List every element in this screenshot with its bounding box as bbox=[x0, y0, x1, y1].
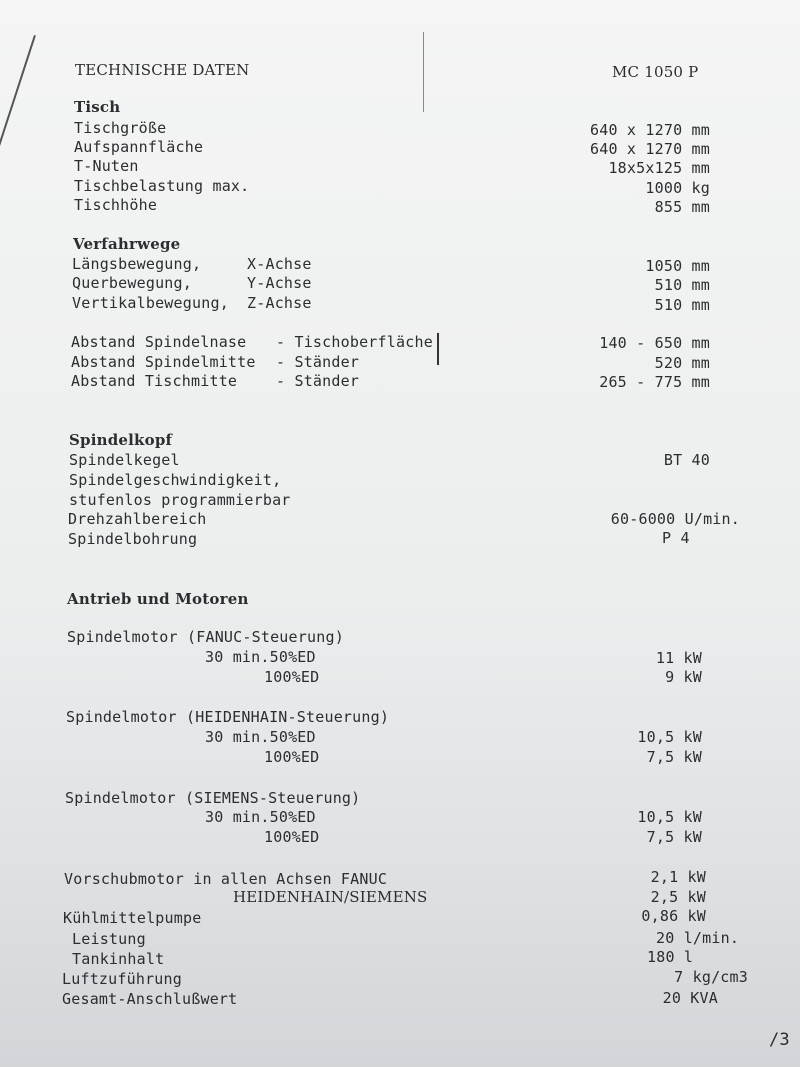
spec-label: Luftzuführung bbox=[62, 970, 182, 988]
motor-value: 10,5 kW bbox=[637, 808, 702, 826]
motor-duty: 100%ED bbox=[264, 828, 320, 846]
motor-value: 7,5 kW bbox=[646, 828, 702, 846]
spec-label: Vertikalbewegung, bbox=[72, 294, 229, 312]
spec-label: Spindelkegel bbox=[69, 451, 180, 469]
motor-value: 10,5 kW bbox=[637, 728, 702, 746]
motor-duty: 30 min.50%ED bbox=[205, 808, 316, 826]
motor-duty: 100%ED bbox=[264, 748, 320, 766]
spec-value: 20 l/min. bbox=[656, 929, 740, 947]
spec-label: Abstand Tischmitte bbox=[71, 372, 238, 390]
spec-value: 265 - 775 mm bbox=[599, 373, 710, 391]
spec-value: P 4 bbox=[662, 529, 690, 547]
spec-value: 510 mm bbox=[654, 296, 710, 314]
spec-label: Tischgröße bbox=[74, 119, 167, 137]
spec-value: 20 KVA bbox=[662, 989, 718, 1007]
spec-label: Drehzahlbereich bbox=[68, 510, 207, 528]
spec-label: Abstand Spindelmitte bbox=[71, 353, 256, 371]
spec-value: 640 x 1270 mm bbox=[590, 121, 710, 139]
spec-value: 180 l bbox=[647, 948, 694, 966]
spec-value: 1000 kg bbox=[645, 179, 710, 197]
spec-value: 640 x 1270 mm bbox=[590, 140, 710, 158]
vertical-pen-stroke bbox=[423, 32, 424, 112]
spec-label: T-Nuten bbox=[74, 157, 139, 175]
section-heading-spindelkopf: Spindelkopf bbox=[69, 431, 173, 449]
motor-value: 9 kW bbox=[665, 668, 702, 686]
section-heading-antrieb: Antrieb und Motoren bbox=[67, 590, 249, 608]
motor-value: 11 kW bbox=[655, 649, 702, 667]
spec-label: Tischbelastung max. bbox=[74, 177, 250, 195]
spec-label: HEIDENHAIN/SIEMENS bbox=[233, 888, 428, 906]
spec-label: Kühlmittelpumpe bbox=[63, 909, 202, 927]
spec-label: stufenlos programmierbar bbox=[69, 491, 291, 509]
motor-duty: 100%ED bbox=[264, 668, 320, 686]
spec-value: 0,86 kW bbox=[641, 907, 706, 925]
spec-label: Tankinhalt bbox=[72, 950, 165, 968]
spec-value: 520 mm bbox=[654, 354, 710, 372]
spec-value: 2,1 kW bbox=[650, 868, 706, 886]
axis-label: Y-Achse bbox=[247, 274, 312, 292]
spec-label: Aufspannfläche bbox=[74, 138, 204, 156]
model-number: MC 1050 P bbox=[612, 63, 699, 81]
spec-value: 18x5x125 mm bbox=[608, 159, 710, 177]
spec-label: Tischhöhe bbox=[74, 196, 158, 214]
spec-value: 510 mm bbox=[654, 276, 710, 294]
motor-duty: 30 min.50%ED bbox=[205, 648, 316, 666]
spec-label: Gesamt-Anschlußwert bbox=[62, 990, 238, 1008]
spec-value: 1050 mm bbox=[645, 257, 710, 275]
spec-label: Leistung bbox=[72, 930, 146, 948]
spec-label: Vorschubmotor in allen Achsen FANUC bbox=[64, 870, 388, 888]
document-title: TECHNISCHE DATEN bbox=[75, 61, 250, 79]
spec-reference: - Ständer bbox=[276, 372, 360, 390]
spec-label: Querbewegung, bbox=[72, 274, 192, 292]
spec-value: 2,5 kW bbox=[650, 888, 706, 906]
axis-label: Z-Achse bbox=[247, 294, 312, 312]
motor-duty: 30 min.50%ED bbox=[205, 728, 316, 746]
motor-value: 7,5 kW bbox=[646, 748, 702, 766]
spec-value: 60-6000 U/min. bbox=[610, 510, 740, 528]
axis-label: X-Achse bbox=[247, 255, 312, 273]
spec-reference: - Ständer bbox=[276, 353, 360, 371]
margin-pen-stroke bbox=[0, 35, 35, 150]
page-reference: /3 bbox=[769, 1030, 790, 1050]
cursor-bar bbox=[437, 333, 439, 365]
section-heading-tisch: Tisch bbox=[74, 98, 121, 116]
section-heading-verfahrwege: Verfahrwege bbox=[73, 235, 181, 253]
motor-label: Spindelmotor (FANUC-Steuerung) bbox=[67, 628, 344, 646]
motor-label: Spindelmotor (SIEMENS-Steuerung) bbox=[65, 789, 361, 807]
spec-label: Längsbewegung, bbox=[72, 255, 202, 273]
spec-value: 140 - 650 mm bbox=[599, 334, 710, 352]
spec-value: 7 kg/cm3 bbox=[674, 968, 748, 986]
spec-label: Spindelbohrung bbox=[68, 530, 198, 548]
spec-label: Abstand Spindelnase bbox=[71, 333, 247, 351]
spec-value: BT 40 bbox=[663, 451, 710, 469]
spec-label: Spindelgeschwindigkeit, bbox=[69, 471, 282, 489]
spec-value: 855 mm bbox=[654, 198, 710, 216]
motor-label: Spindelmotor (HEIDENHAIN-Steuerung) bbox=[66, 708, 390, 726]
spec-reference: - Tischoberfläche bbox=[276, 333, 433, 351]
